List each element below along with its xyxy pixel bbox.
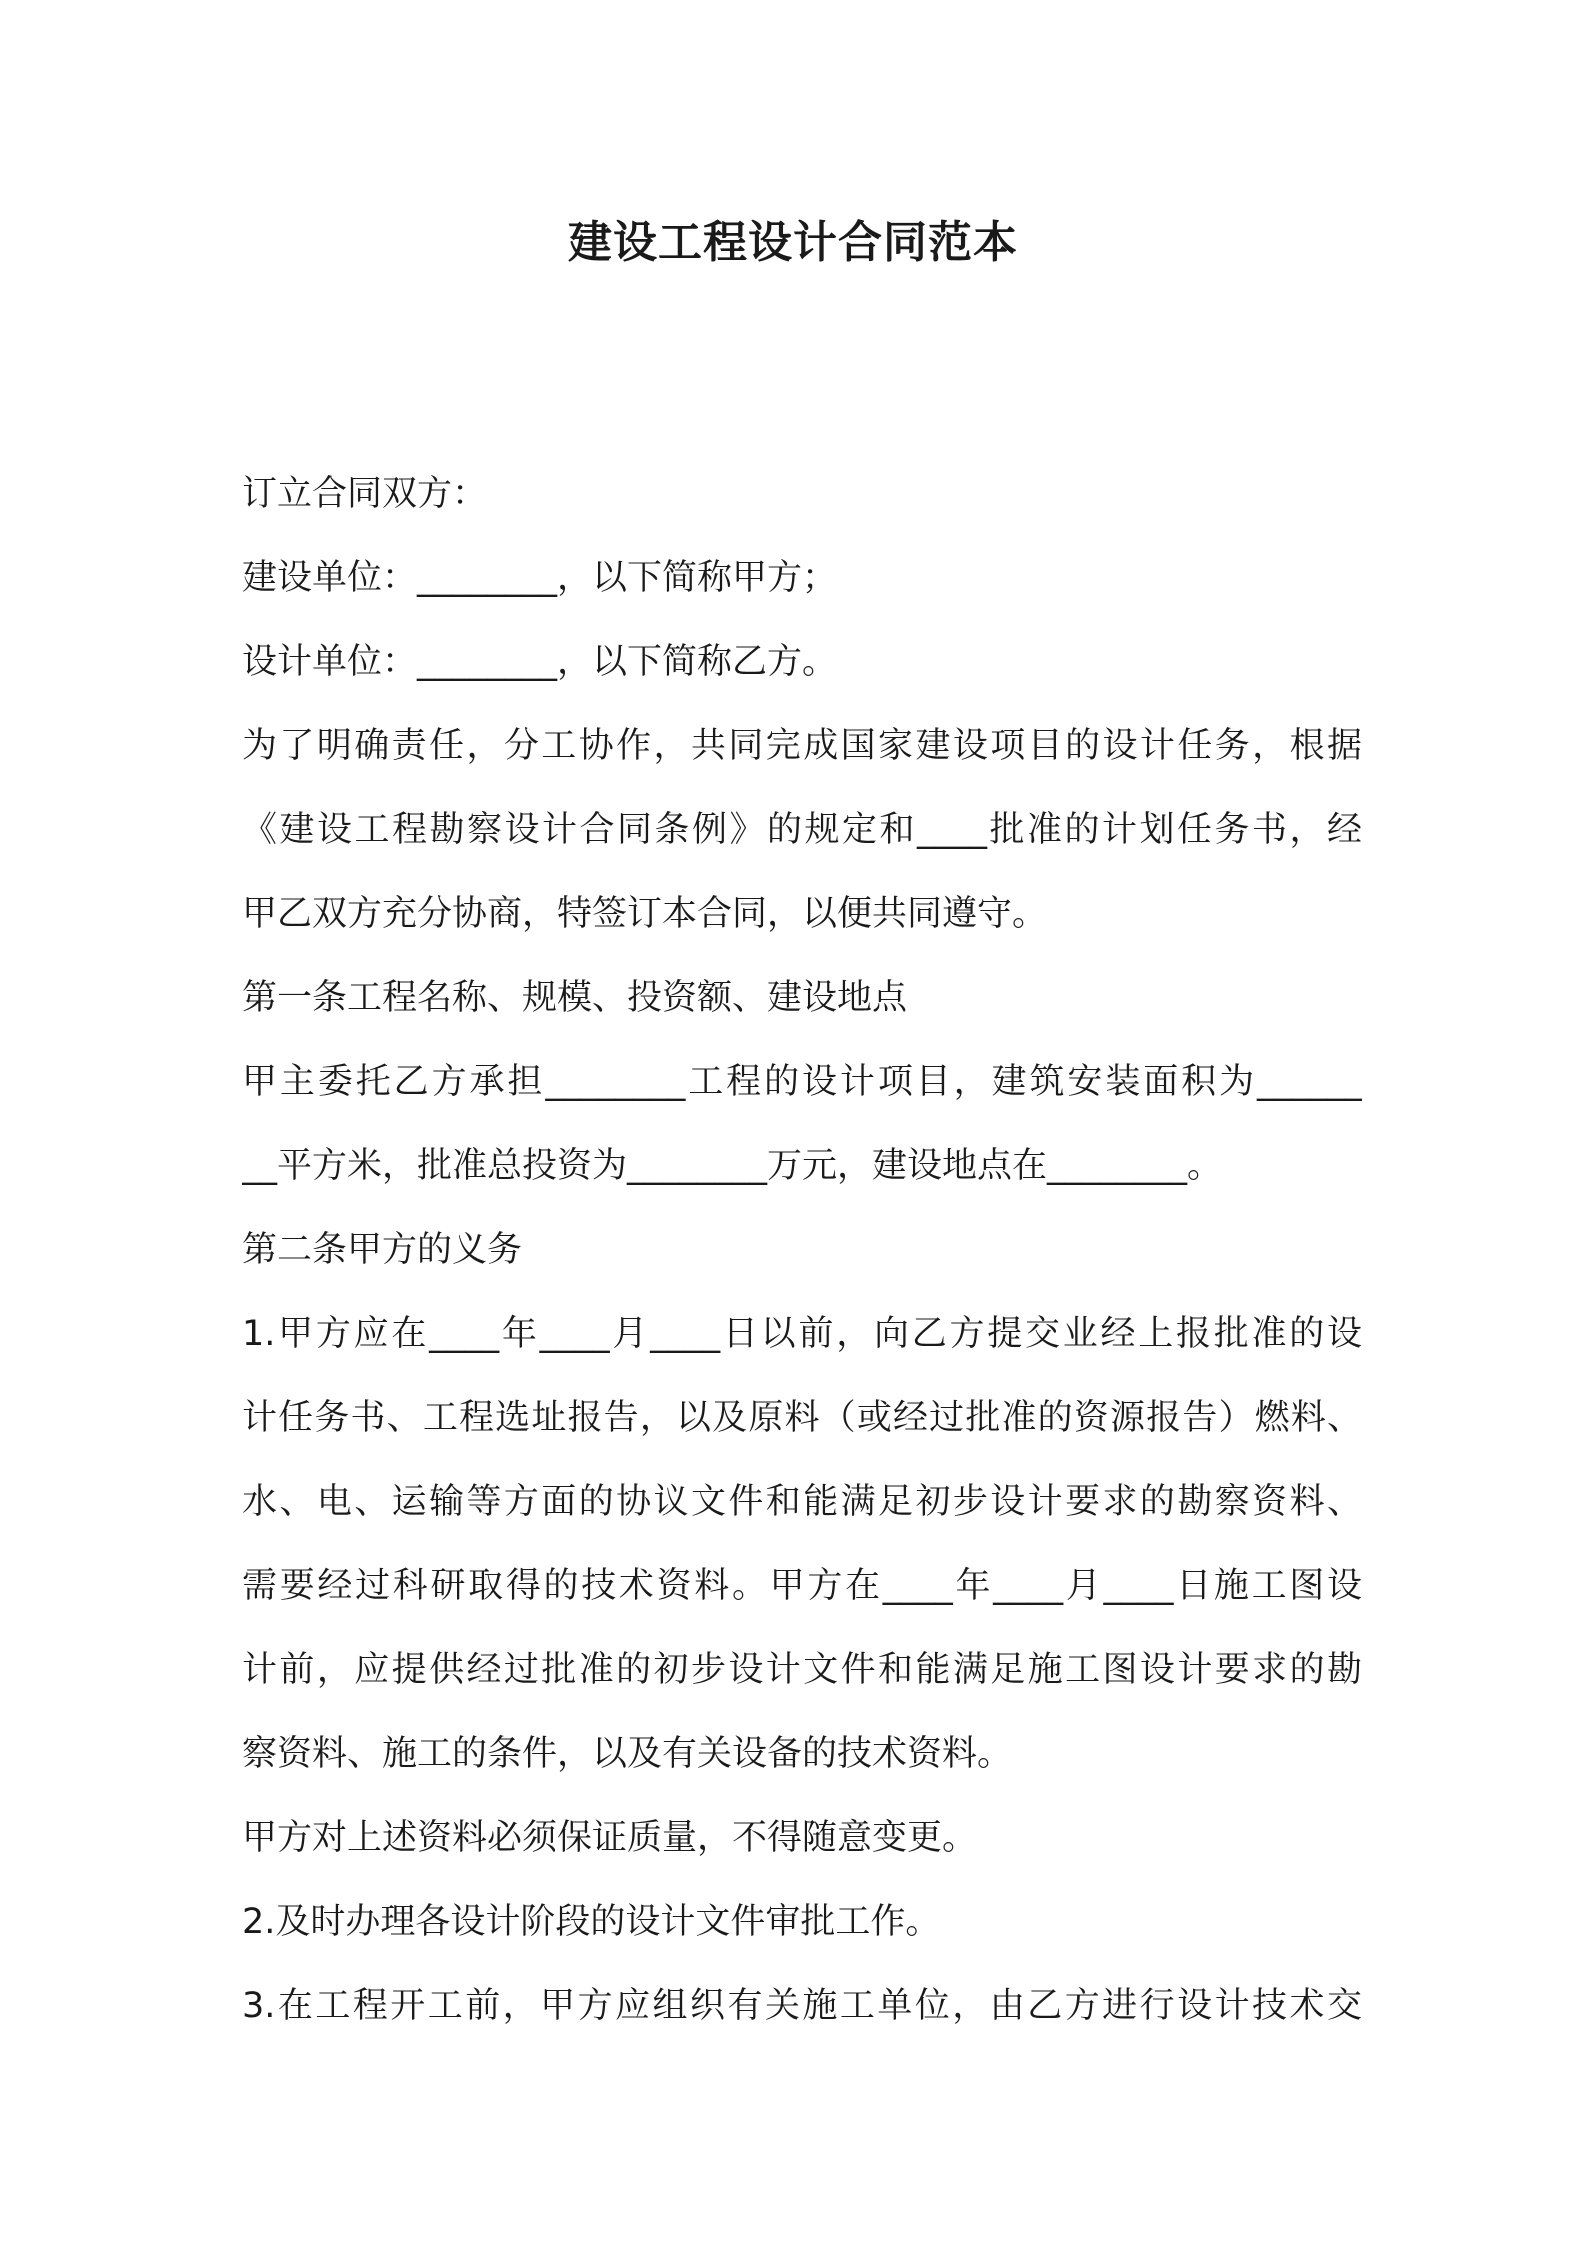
paragraph-line: 为了明确责任，分工协作，共同完成国家建设项目的设计任务，根据 <box>242 726 1362 766</box>
paragraph-line: 设计单位：________，以下简称乙方。 <box>242 642 838 682</box>
paragraph-line: 水、电、运输等方面的协议文件和能满足初步设计要求的勘察资料、 <box>242 1482 1362 1522</box>
paragraph-line: 甲乙双方充分协商，特签订本合同，以便共同遵守。 <box>242 894 1048 934</box>
section-heading: 第一条工程名称、规模、投资额、建设地点 <box>242 978 908 1018</box>
paragraph-line: __平方米，批准总投资为________万元，建设地点在________。 <box>242 1146 1223 1186</box>
document-title: 建设工程设计合同范本 <box>568 217 1018 268</box>
paragraph-line: 需要经过科研取得的技术资料。甲方在____年____月____日施工图设 <box>242 1566 1362 1606</box>
section-heading: 第二条甲方的义务 <box>242 1230 523 1270</box>
document-body <box>242 452 1362 2048</box>
paragraph-line: 甲主委托乙方承担________工程的设计项目，建筑安装面积为______ <box>242 1062 1362 1102</box>
paragraph-line: 1.甲方应在____年____月____日以前，向乙方提交业经上报批准的设 <box>242 1314 1362 1354</box>
paragraph-line: 2.及时办理各设计阶段的设计文件审批工作。 <box>242 1902 941 1942</box>
paragraph-line: 计前，应提供经过批准的初步设计文件和能满足施工图设计要求的勘 <box>242 1650 1362 1690</box>
paragraph-line: 建设单位：________，以下简称甲方； <box>242 558 838 598</box>
paragraph-line: 《建设工程勘察设计合同条例》的规定和____批准的计划任务书，经 <box>242 810 1362 850</box>
paragraph-line: 计任务书、工程选址报告，以及原料（或经过批准的资源报告）燃料、 <box>242 1398 1362 1438</box>
paragraph-line: 3.在工程开工前，甲方应组织有关施工单位，由乙方进行设计技术交 <box>242 1986 1362 2026</box>
paragraph-line: 甲方对上述资料必须保证质量，不得随意变更。 <box>242 1818 978 1858</box>
paragraph-line: 察资料、施工的条件，以及有关设备的技术资料。 <box>242 1734 1013 1774</box>
paragraph-line: 订立合同双方： <box>242 474 488 514</box>
